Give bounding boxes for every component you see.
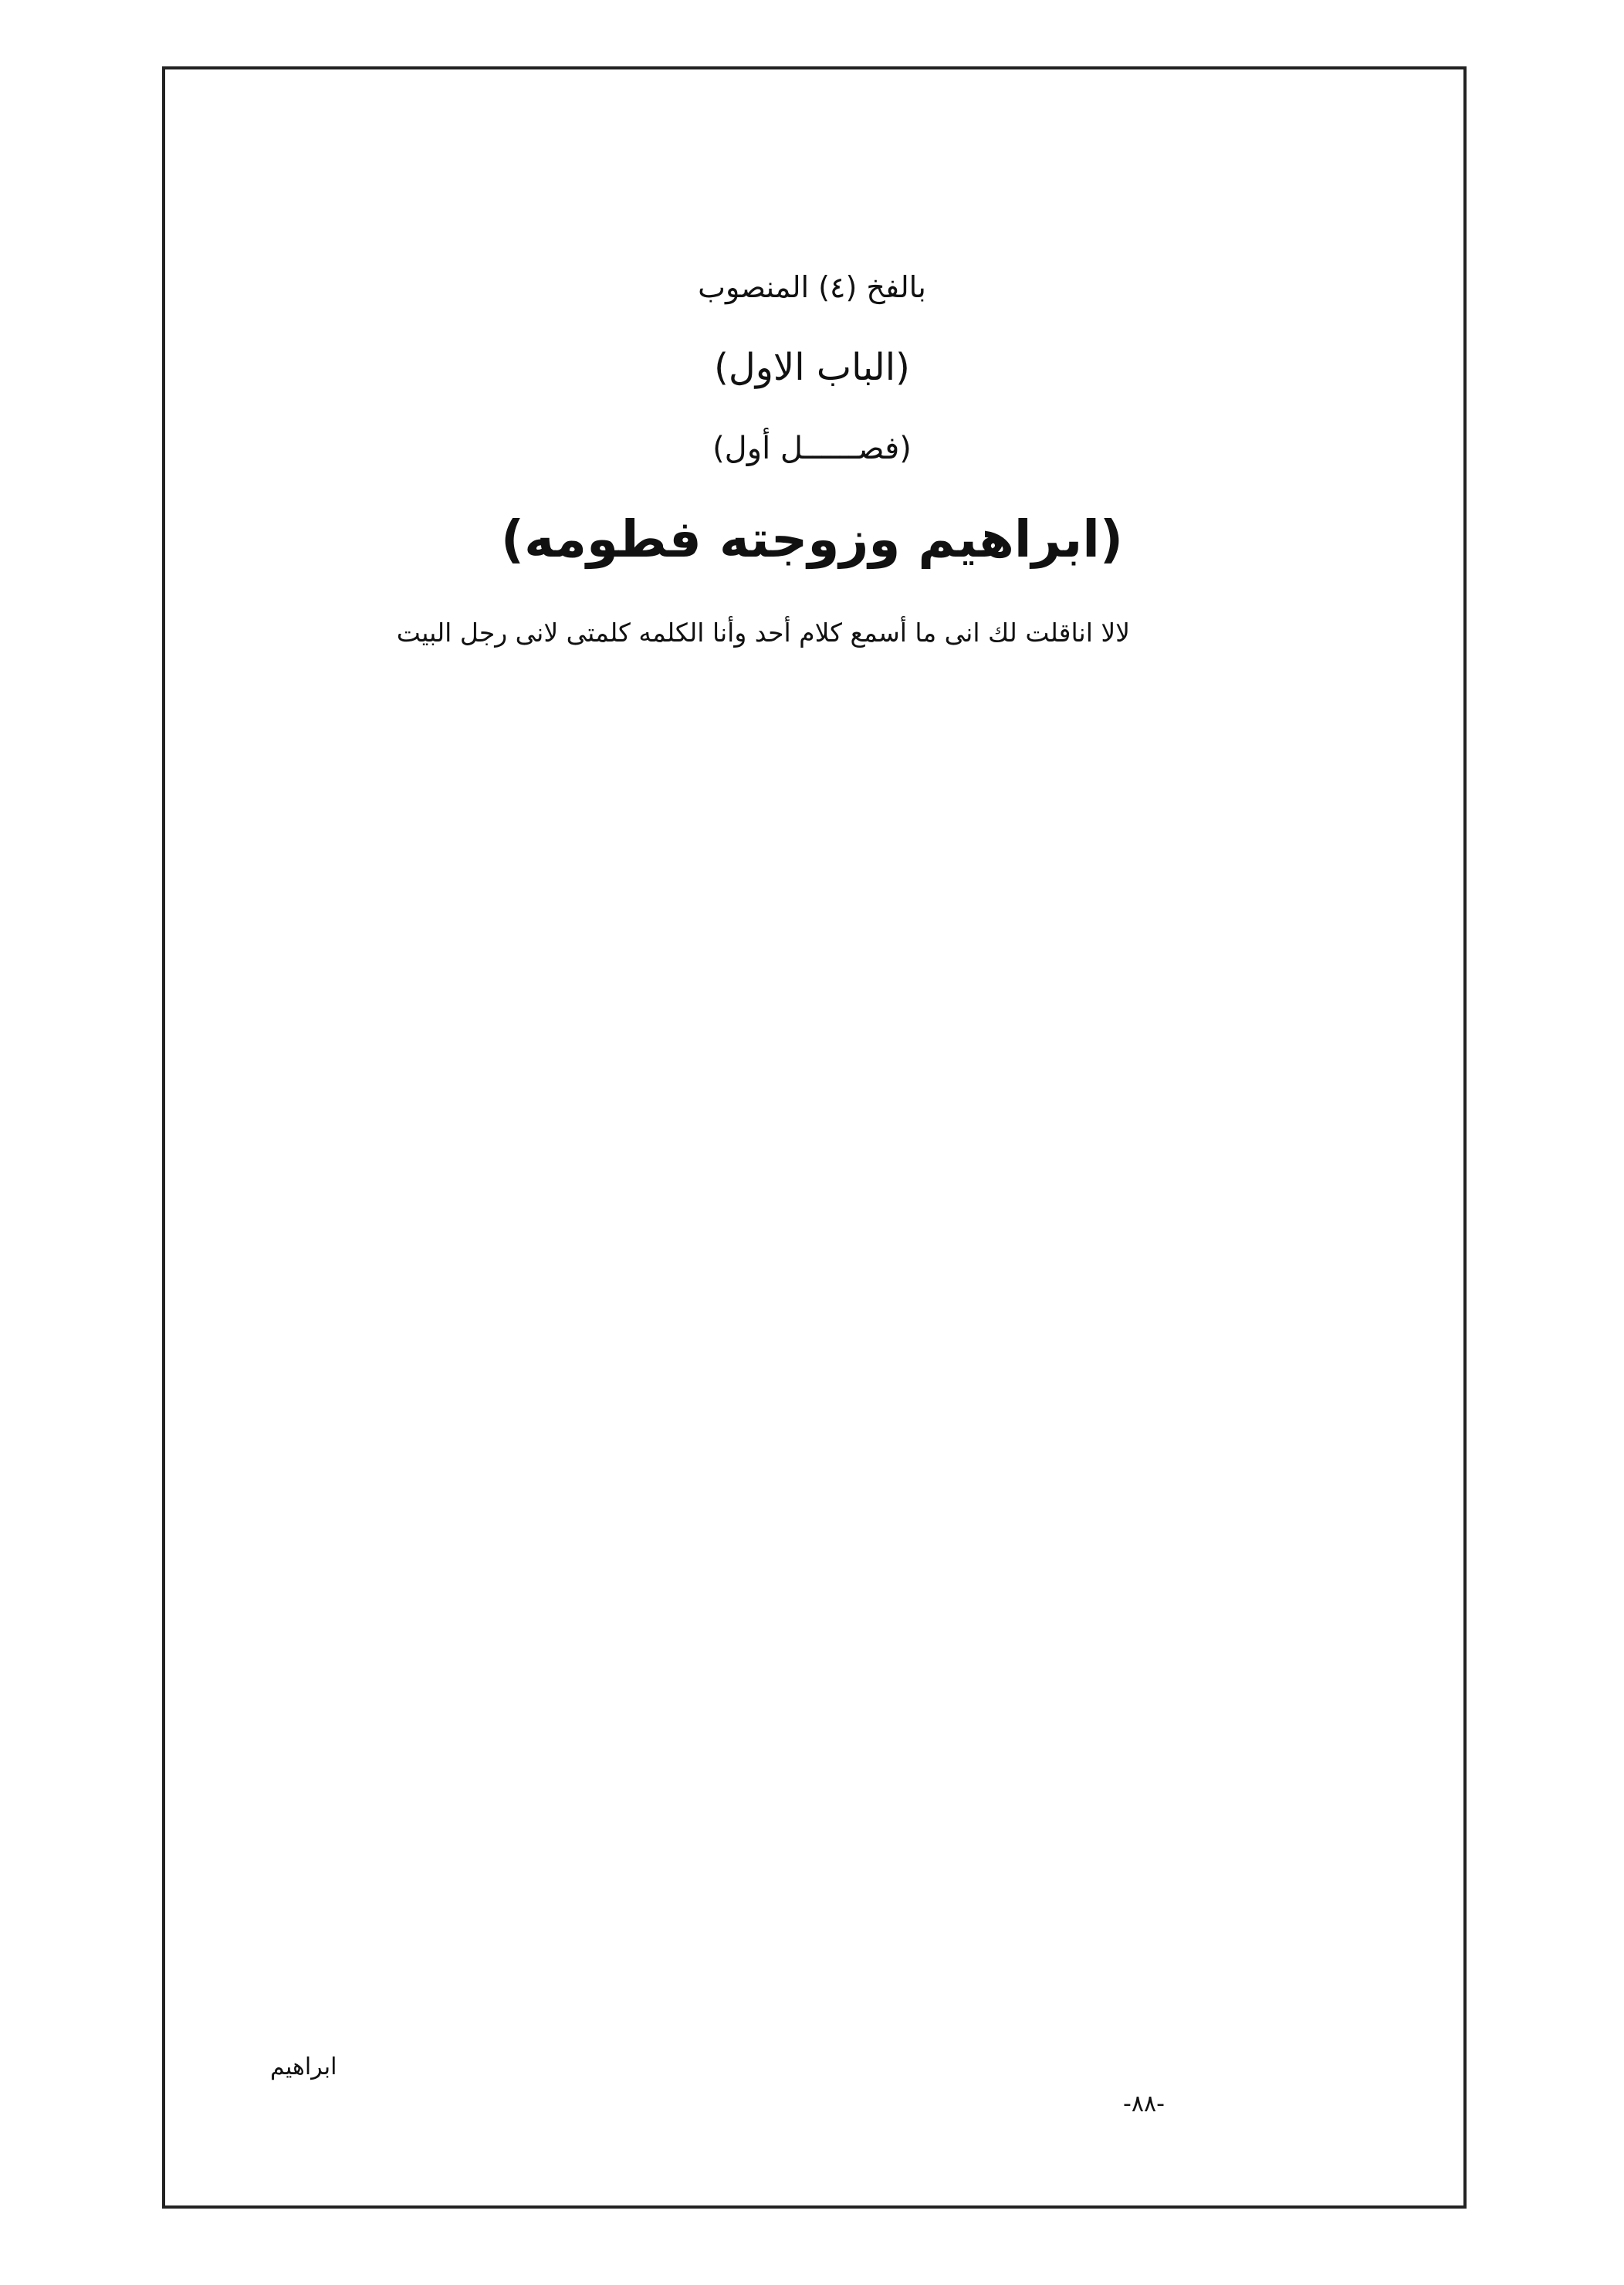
- opening-line: لالا اناقلت لك انى ما أسمع كلام أحد وأنا الكلمه كلمتى لانى رجل البيت: [396, 618, 1130, 648]
- page-number: -٨٨-: [1123, 2090, 1165, 2117]
- act-title: (الباب الاول): [714, 346, 910, 389]
- running-head: بالفخ (٤) المنصوب: [698, 270, 926, 304]
- catchword: ابراهيم: [270, 2053, 337, 2080]
- scene-title: (فصــــــل أول): [712, 431, 912, 466]
- play-title: (ابراهيم وزوجته فطومه): [500, 509, 1124, 569]
